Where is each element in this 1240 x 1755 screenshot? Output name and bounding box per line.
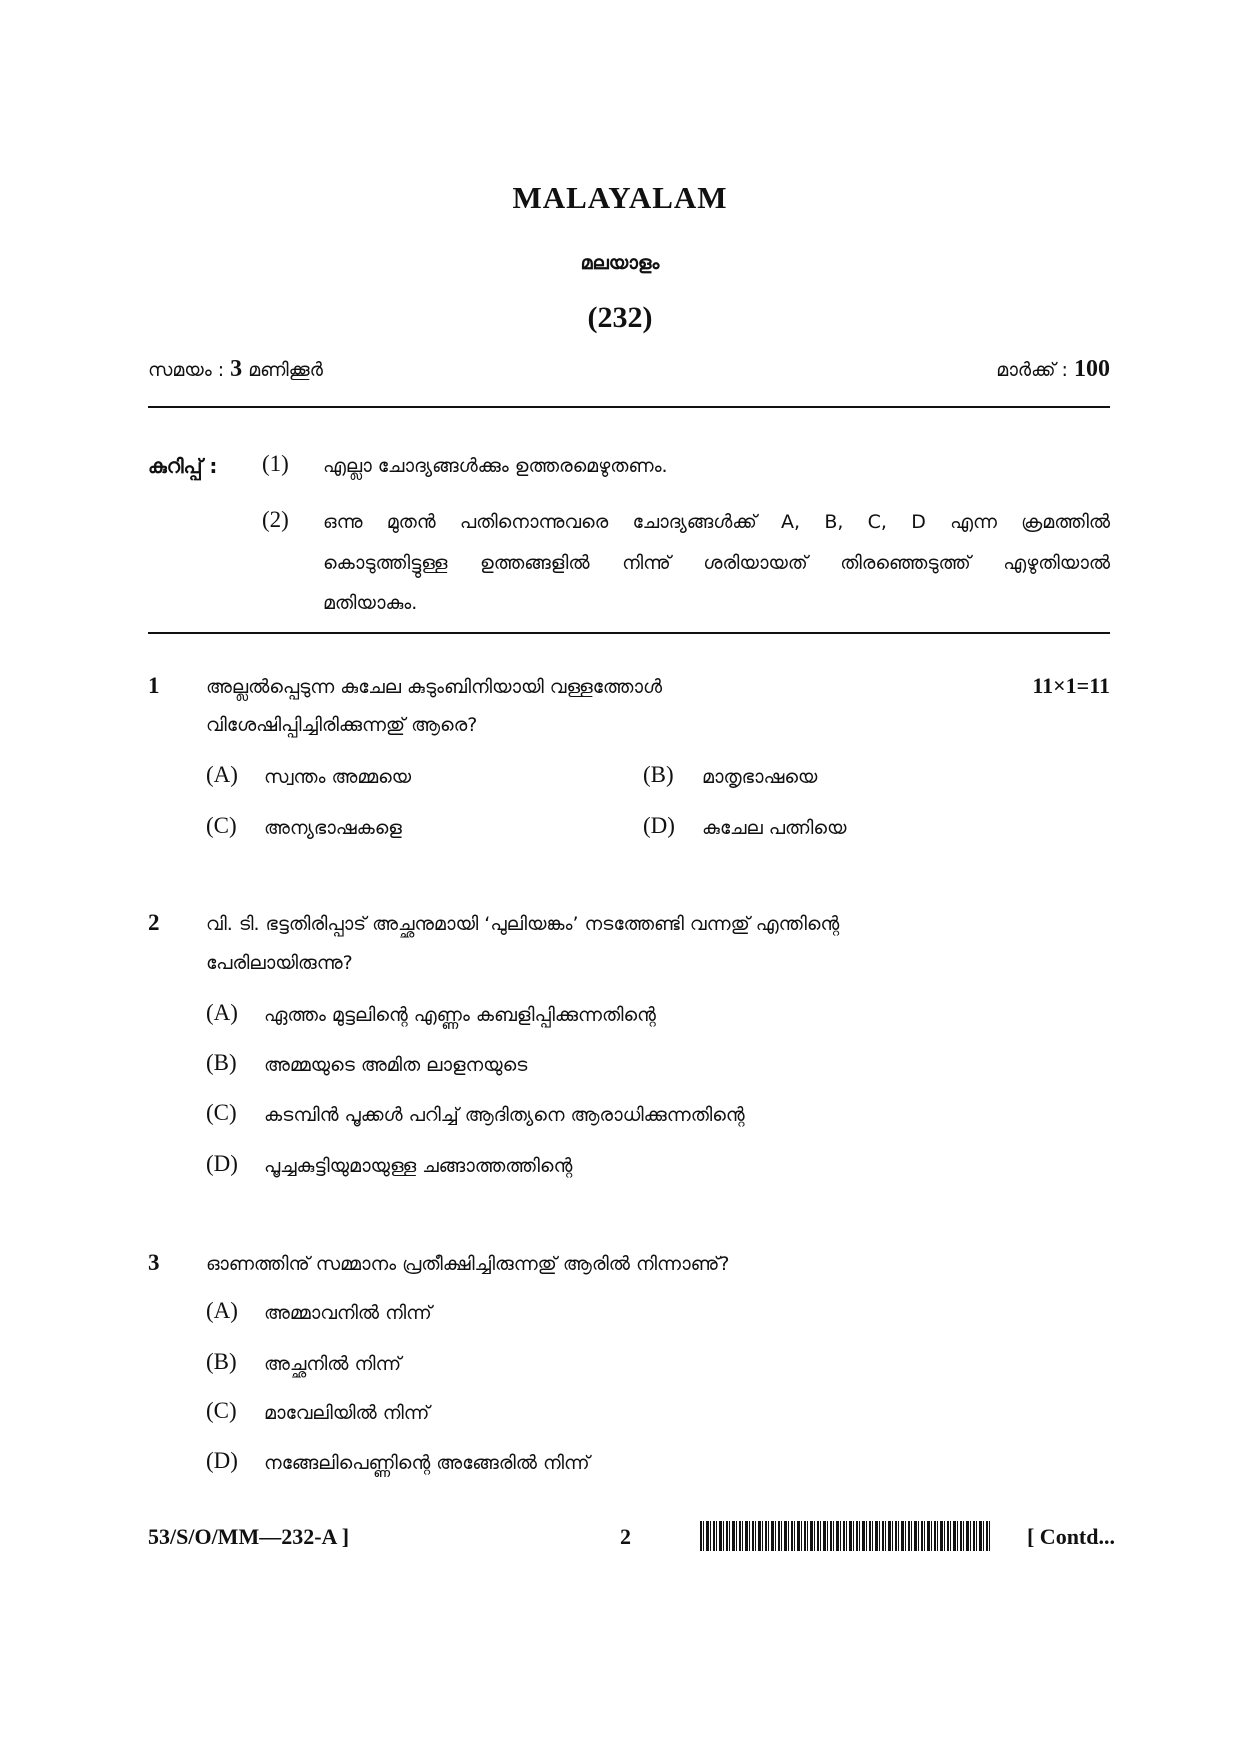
question-2-option-a-text: ഏത്തം മുട്ടലിന്റെ എണ്ണം കബളിപ്പിക്കുന്നതിന്റെ	[264, 1004, 656, 1026]
question-2-option-b-text: അമ്മയുടെ അമിത ലാളനയുടെ	[264, 1054, 528, 1076]
question-2-option-d-label: (D)	[206, 1151, 238, 1176]
question-3-option-b-label: (B)	[206, 1349, 237, 1374]
notes-label: കുറിപ്പ് :	[148, 454, 218, 478]
page-number: 2	[620, 1524, 631, 1549]
page-title: MALAYALAM	[512, 180, 728, 215]
question-2-option-c-text: കടമ്പിൻ പൂക്കൾ പറിച്ച് ആദിത്യനെ ആരാധിക്കുന്നതിന്റെ	[264, 1104, 745, 1126]
question-1-line-1: അല്ലൽപ്പെടുന്ന കുചേല കുടുംബിനിയായി വള്ളത്തോൾ	[206, 676, 663, 698]
question-3-option-c-text: മാവേലിയിൽ നിന്ന്	[264, 1402, 430, 1424]
subject-code: (232)	[587, 301, 653, 334]
question-3-option-c-label: (C)	[206, 1398, 237, 1423]
note-2-line-2: കൊടുത്തിട്ടുള്ള ഉത്തങ്ങളിൽ നിന്നു് ശരിയായത് തിരഞ്ഞെടുത്ത് എഴുതിയാൽ	[323, 552, 1110, 574]
question-1-option-d-text: കുചേല പത്നിയെ	[702, 817, 847, 839]
question-3-option-a-label: (A)	[206, 1298, 238, 1323]
note-2-number: (2)	[262, 507, 289, 532]
question-1-number: 1	[148, 673, 160, 698]
question-2-line-1: വി. ടി. ഭട്ടതിരിപ്പാട് അച്ഛനുമായി ‘പുലിയങ്കം’ നടത്തേണ്ടി വന്നതു് എന്തിന്റെ	[206, 913, 840, 935]
time-allowed	[148, 356, 323, 383]
question-2-option-b-label: (B)	[206, 1050, 237, 1075]
time-unit: മണിക്കൂർ	[242, 359, 323, 381]
continued-label: [ Contd...	[1026, 1524, 1115, 1549]
max-marks	[996, 356, 1110, 383]
note-2-line-3: മതിയാകും.	[323, 592, 418, 614]
note-2-line-1: ഒന്നു മുതൻ പതിനൊന്നുവരെ ചോദ്യങ്ങൾക്ക് A, B, C, D എന്ന ക്രമത്തിൽ	[323, 511, 1110, 533]
question-1-option-c-label: (C)	[206, 813, 237, 838]
question-3-option-d-text: നങ്ങേലിപെണ്ണിന്റെ അങ്ങേരിൽ നിന്ന്	[264, 1452, 590, 1474]
question-2-option-d-text: പൂച്ചകുട്ടിയുമായുള്ള ചങ്ങാത്തത്തിന്റെ	[264, 1155, 573, 1177]
note-1-number: (1)	[262, 451, 289, 476]
header-divider	[148, 406, 1110, 408]
question-2-option-a-label: (A)	[206, 1000, 238, 1025]
marks-label: മാർക്ക് :	[996, 359, 1074, 381]
question-1-marks: 11×1=11	[1032, 673, 1110, 698]
question-1-option-a-text: സ്വന്തം അമ്മയെ	[264, 766, 412, 788]
question-2-line-2: പേരിലായിരുന്നു?	[206, 952, 353, 974]
question-3-option-d-label: (D)	[206, 1448, 238, 1473]
question-3-number: 3	[148, 1250, 160, 1275]
note-1-line-1: എല്ലാ ചോദ്യങ്ങൾക്കും ഉത്തരമെഴുതണം.	[323, 455, 668, 477]
question-2-number: 2	[148, 910, 160, 935]
notes-divider	[148, 632, 1110, 634]
question-1-option-d-label: (D)	[643, 813, 675, 838]
paper-code: 53/S/O/MM—232-A ]	[148, 1524, 350, 1549]
question-1-option-a-label: (A)	[206, 762, 238, 787]
question-1-option-b-label: (B)	[643, 762, 674, 787]
question-1-option-b-text: മാതൃഭാഷയെ	[702, 766, 818, 788]
barcode-image	[700, 1521, 990, 1551]
question-3-option-b-text: അച്ഛനിൽ നിന്ന്	[264, 1353, 402, 1375]
time-value: 3	[230, 356, 243, 382]
question-1-line-2: വിശേഷിപ്പിച്ചിരിക്കുന്നതു് ആരെ?	[206, 714, 478, 736]
page-subtitle: മലയാളം	[580, 252, 660, 274]
question-2-option-c-label: (C)	[206, 1100, 237, 1125]
question-3-line-1: ഓണത്തിനു് സമ്മാനം പ്രതീക്ഷിച്ചിരുന്നതു് ആരിൽ നിന്നാണു്?	[206, 1253, 730, 1275]
question-3-option-a-text: അമ്മാവനിൽ നിന്ന്	[264, 1302, 432, 1324]
time-label: സമയം :	[148, 359, 231, 381]
question-1-option-c-text: അന്യഭാഷകളെ	[264, 817, 402, 839]
marks-value: 100	[1074, 356, 1110, 382]
